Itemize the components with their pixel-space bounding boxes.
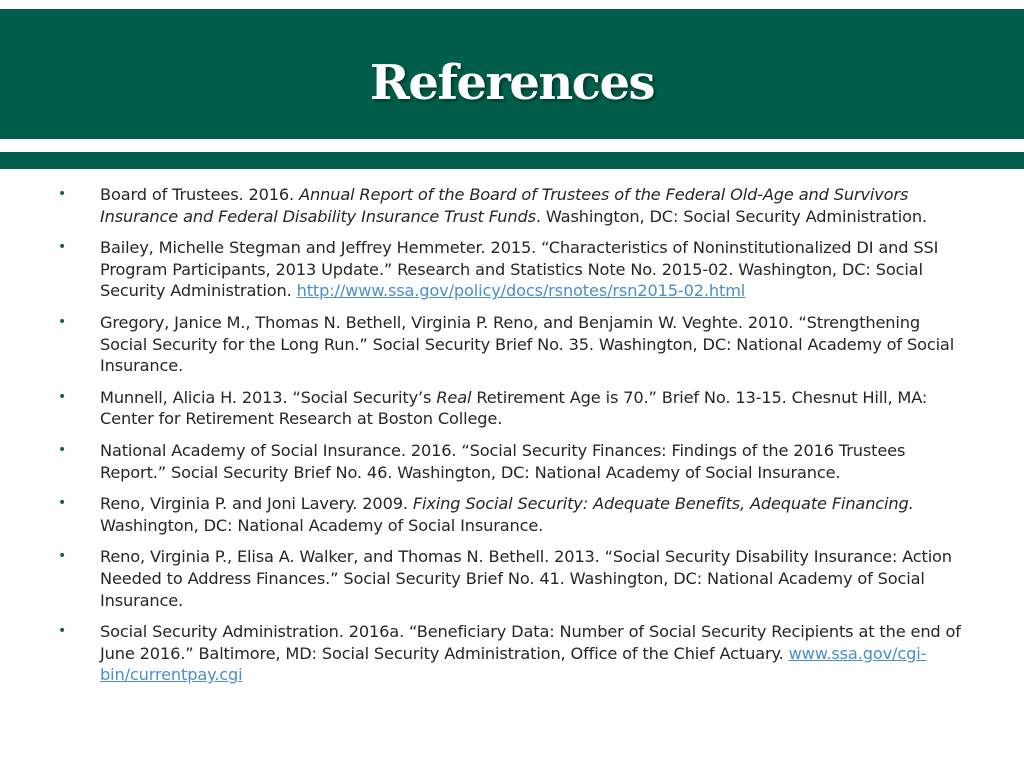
reference-text: Board of Trustees. 2016. <box>100 185 300 204</box>
bullet-icon: • <box>58 441 67 458</box>
reference-item <box>0 546 1024 611</box>
reference-text: Retirement Age is 70.” Brief No. 13-15. Chesnut Hill, MA: Center for Retirement Research at Boston College. <box>100 387 928 429</box>
reference-text: Washington, DC: National Academy of Social Insurance. <box>100 515 544 535</box>
bullet-icon: • <box>58 495 67 512</box>
reference-text: Social Security Administration. 2016a. “Beneficiary Data: Number of Social Security Recipients at the end of June 2016.” Baltimore, MD: Social Security Administration, Office of the Chief Actuary. <box>100 622 961 663</box>
reference-item <box>0 237 1024 302</box>
bullet-icon: • <box>58 186 67 202</box>
reference-item <box>0 621 1024 686</box>
bullet-icon: • <box>58 313 67 330</box>
reference-text: Bailey, Michelle Stegman and Jeffrey Hemmeter. 2015. “Characteristics of Noninstitutionalized DI and SSI Program Participants, 2013 Update.” Research and Statistics Note No. 2015-02. Washington, DC: Social Security Administration. <box>100 238 939 301</box>
reference-item <box>0 312 1024 377</box>
reference-text: . Washington, DC: Social Security Administration. <box>535 206 927 226</box>
bullet-icon: • <box>58 548 67 565</box>
page-title: References <box>369 55 655 111</box>
reference-title-italic: Real <box>436 387 472 407</box>
reference-link[interactable]: www.ssa.gov/cgi-bin/currentpay.cgi <box>100 643 927 685</box>
bullet-icon: • <box>58 623 67 640</box>
bullet-icon: • <box>58 239 67 256</box>
reference-item <box>0 493 1024 536</box>
reference-item <box>0 440 1024 483</box>
reference-text: Reno, Virginia P. and Joni Lavery. 2009. <box>100 494 413 514</box>
title-banner <box>0 9 1024 139</box>
reference-text: Reno, Virginia P., Elisa A. Walker, and Thomas N. Bethell. 2013. “Social Security Disability Insurance: Action Needed to Address Finances.” Social Security Brief No. 41. Washington, DC: National Academy of Social Insurance. <box>100 547 952 610</box>
reference-title-italic: Annual Report of the Board of Trustees of the Federal Old-Age and Survivors Insurance and Federal Disability Insurance Trust Funds <box>100 185 909 226</box>
reference-title-italic: Fixing Social Security: Adequate Benefits, Adequate Financing. <box>412 494 914 514</box>
title-underline-stripe <box>0 152 1024 169</box>
reference-item <box>0 184 1024 227</box>
reference-list <box>0 184 1024 696</box>
reference-text: Gregory, Janice M., Thomas N. Bethell, Virginia P. Reno, and Benjamin W. Veghte. 2010. “Strengthening Social Security for the Long Run.” Social Security Brief No. 35. Washington, DC: National Academy of Social Insurance. <box>100 312 955 376</box>
reference-text: Munnell, Alicia H. 2013. “Social Security’s <box>100 387 437 407</box>
bullet-icon: • <box>58 388 67 405</box>
reference-item <box>0 387 1024 430</box>
reference-text: National Academy of Social Insurance. 2016. “Social Security Finances: Findings of the 2016 Trustees Report.” Social Security Brief No. 46. Washington, DC: National Academy of Social Insurance. <box>100 440 906 482</box>
reference-link[interactable]: http://www.ssa.gov/policy/docs/rsnotes/rsn2015-02.html <box>296 281 746 301</box>
